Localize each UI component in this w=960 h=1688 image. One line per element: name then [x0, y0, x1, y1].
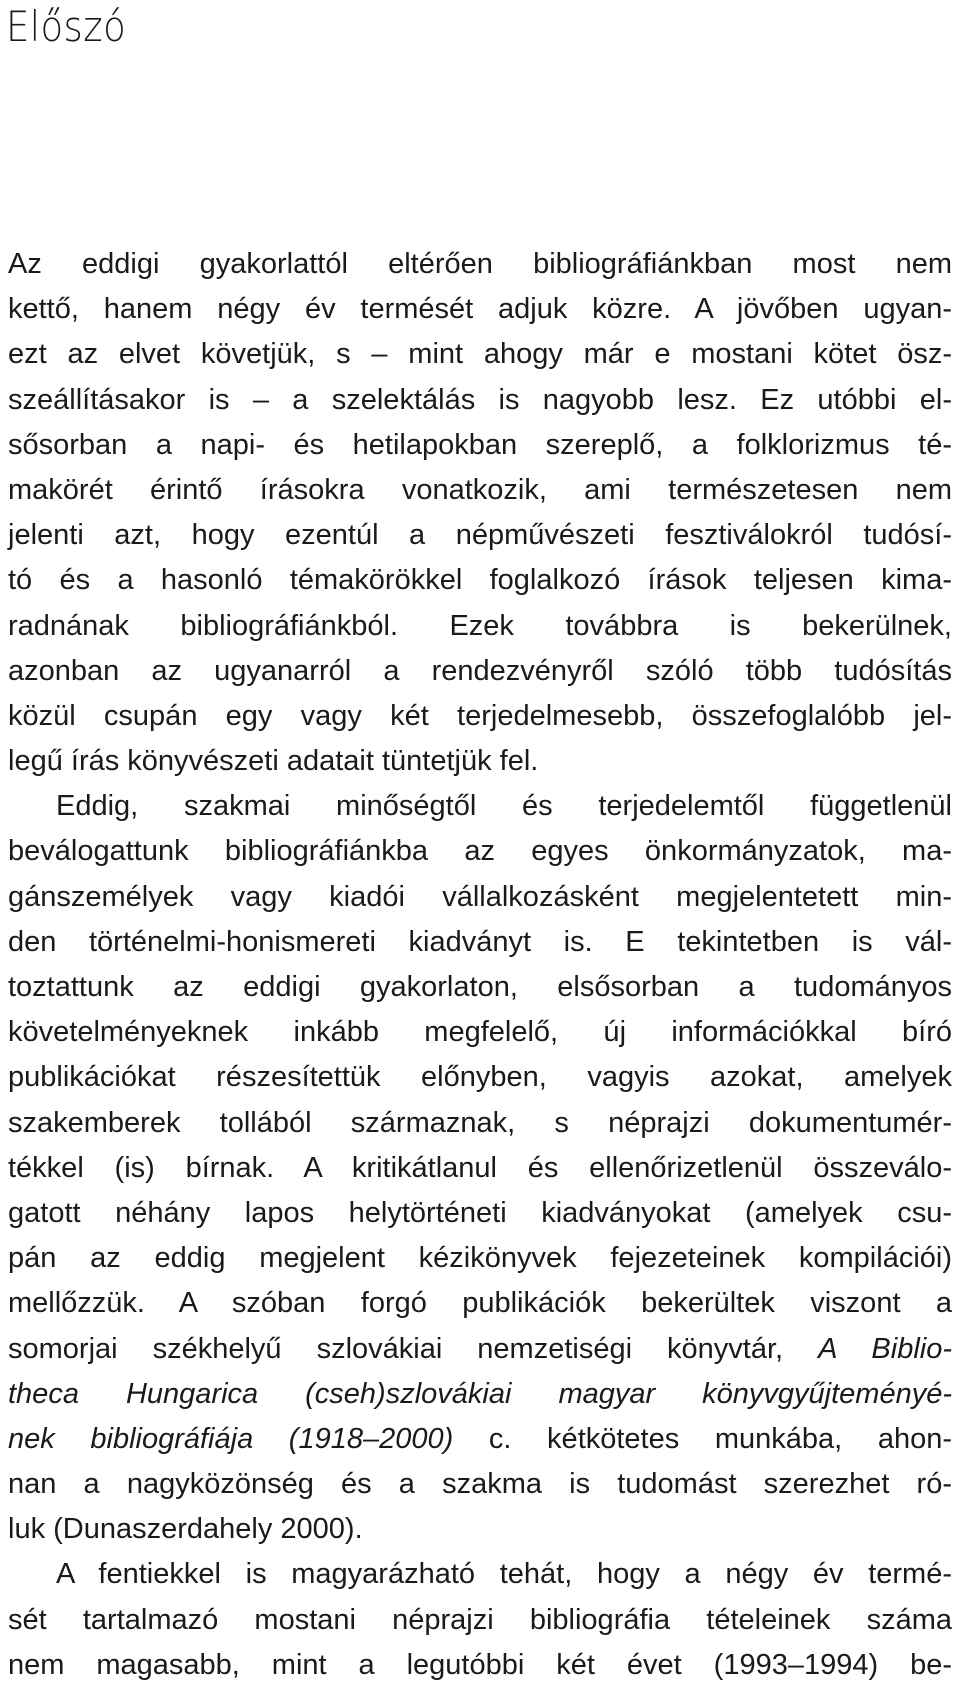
text-line: [8, 1146, 952, 1191]
text-segment: Eddig, szakmai minőségtől és terjedelemtől függetlenül: [56, 790, 952, 823]
text-segment: nem magasabb, mint a legutóbbi két évet (1993–1994) be-: [8, 1648, 952, 1681]
paragraph: [8, 1552, 952, 1688]
text-segment: legű írás könyvészeti adatait tüntetjük fel.: [8, 745, 539, 778]
text-line: [8, 242, 952, 287]
text-segment: pán az eddig megjelent kézikönyvek fejezeteinek kompilációi): [8, 1242, 952, 1275]
text-segment: radnának bibliográfiánkból. Ezek továbbra is bekerülnek,: [8, 609, 952, 642]
text-segment: toztattunk az eddigi gyakorlaton, elsősorban a tudományos: [8, 971, 952, 1003]
text-line: [8, 649, 952, 694]
text-line: [8, 1552, 952, 1597]
text-segment: mellőzzük. A szóban forgó publikációk bekerültek viszont a: [8, 1287, 952, 1320]
text-line: [8, 784, 952, 829]
italic-title-text: A Biblio-: [818, 1332, 952, 1365]
body-text: [8, 242, 952, 1688]
text-segment: Az eddigi gyakorlattól eltérően bibliográfiánkban most nem: [8, 248, 952, 280]
paragraph: [8, 784, 952, 1552]
text-segment: c. kétkötetes munkába, ahon-: [453, 1422, 952, 1455]
text-line: [8, 1598, 952, 1643]
text-line: [8, 875, 952, 920]
text-segment: A fentiekkel is magyarázható tehát, hogy a négy év termé-: [56, 1558, 952, 1591]
text-line: [8, 423, 952, 468]
text-segment: beválogattunk bibliográfiánkba az egyes önkormányzatok, ma-: [8, 835, 952, 868]
text-line: [8, 513, 952, 558]
text-segment: makörét érintő írásokra vonatkozik, ami természetesen nem: [8, 473, 952, 506]
text-segment: közül csupán egy vagy két terjedelmesebb, összefoglalóbb jel-: [8, 699, 952, 732]
text-line: [8, 332, 952, 377]
text-line: [8, 920, 952, 965]
paragraph: [8, 242, 952, 784]
italic-title-text: theca Hungarica (cseh)szlovákiai magyar könyvgyűjteményé-: [8, 1377, 952, 1410]
text-segment: követelményeknek inkább megfelelő, új információkkal bíró: [8, 1016, 952, 1049]
page-title: Előszó: [6, 2, 127, 51]
text-line: [8, 1372, 952, 1417]
text-line: [8, 558, 952, 603]
text-line: [8, 1643, 952, 1688]
text-line: [8, 1055, 952, 1100]
text-line: [8, 1236, 952, 1281]
text-line: [8, 1417, 952, 1462]
text-segment: gánszemélyek vagy kiadói vállalkozásként megjelentetett min-: [8, 880, 952, 913]
text-line: [8, 378, 952, 423]
text-segment: luk (Dunaszerdahely 2000).: [8, 1513, 363, 1546]
text-line: [8, 1010, 952, 1055]
text-line: [8, 965, 952, 1010]
text-segment: azonban az ugyanarról a rendezvényről szóló több tudósítás: [8, 654, 952, 687]
text-segment: sősorban a napi- és hetilapokban szereplő, a folklorizmus té-: [8, 428, 952, 461]
text-line: [8, 1191, 952, 1236]
text-line: [8, 739, 952, 784]
text-segment: sét tartalmazó mostani néprajzi bibliográfia tételeinek száma: [8, 1603, 952, 1636]
text-segment: tó és a hasonló témakörökkel foglalkozó írások teljesen kima-: [8, 564, 952, 597]
text-segment: publikációkat részesítettük előnyben, vagyis azokat, amelyek: [8, 1061, 952, 1094]
text-segment: jelenti azt, hogy ezentúl a népművészeti fesztiválokról tudósí-: [8, 519, 952, 552]
text-line: [8, 1462, 952, 1507]
italic-title-text: nek bibliográfiája (1918–2000): [8, 1422, 454, 1455]
text-line: [8, 694, 952, 739]
text-segment: den történelmi-honismereti kiadványt is. E tekintetben is vál-: [8, 925, 952, 958]
text-segment: szakemberek tollából származnak, s néprajzi dokumentumér-: [8, 1106, 952, 1139]
text-line: [8, 1327, 952, 1372]
text-segment: nan a nagyközönség és a szakma is tudomást szerezhet ró-: [8, 1468, 952, 1501]
text-segment: kettő, hanem négy év termését adjuk közre. A jövőben ugyan-: [8, 293, 952, 326]
text-line: [8, 1507, 952, 1552]
text-line: [8, 1281, 952, 1326]
text-line: [8, 829, 952, 874]
text-line: [8, 287, 952, 332]
text-segment: somorjai székhelyű szlovákiai nemzetiségi könyvtár,: [8, 1332, 819, 1365]
text-line: [8, 1101, 952, 1146]
text-segment: gatott néhány lapos helytörténeti kiadványokat (amelyek csu-: [8, 1196, 952, 1229]
text-segment: ezt az elvet követjük, s – mint ahogy már e mostani kötet ösz-: [8, 338, 952, 371]
text-segment: tékkel (is) bírnak. A kritikátlanul és ellenőrizetlenül összeválo-: [8, 1151, 952, 1184]
text-line: [8, 604, 952, 649]
text-segment: szeállításakor is – a szelektálás is nagyobb lesz. Ez utóbbi el-: [8, 383, 952, 416]
text-line: [8, 468, 952, 513]
